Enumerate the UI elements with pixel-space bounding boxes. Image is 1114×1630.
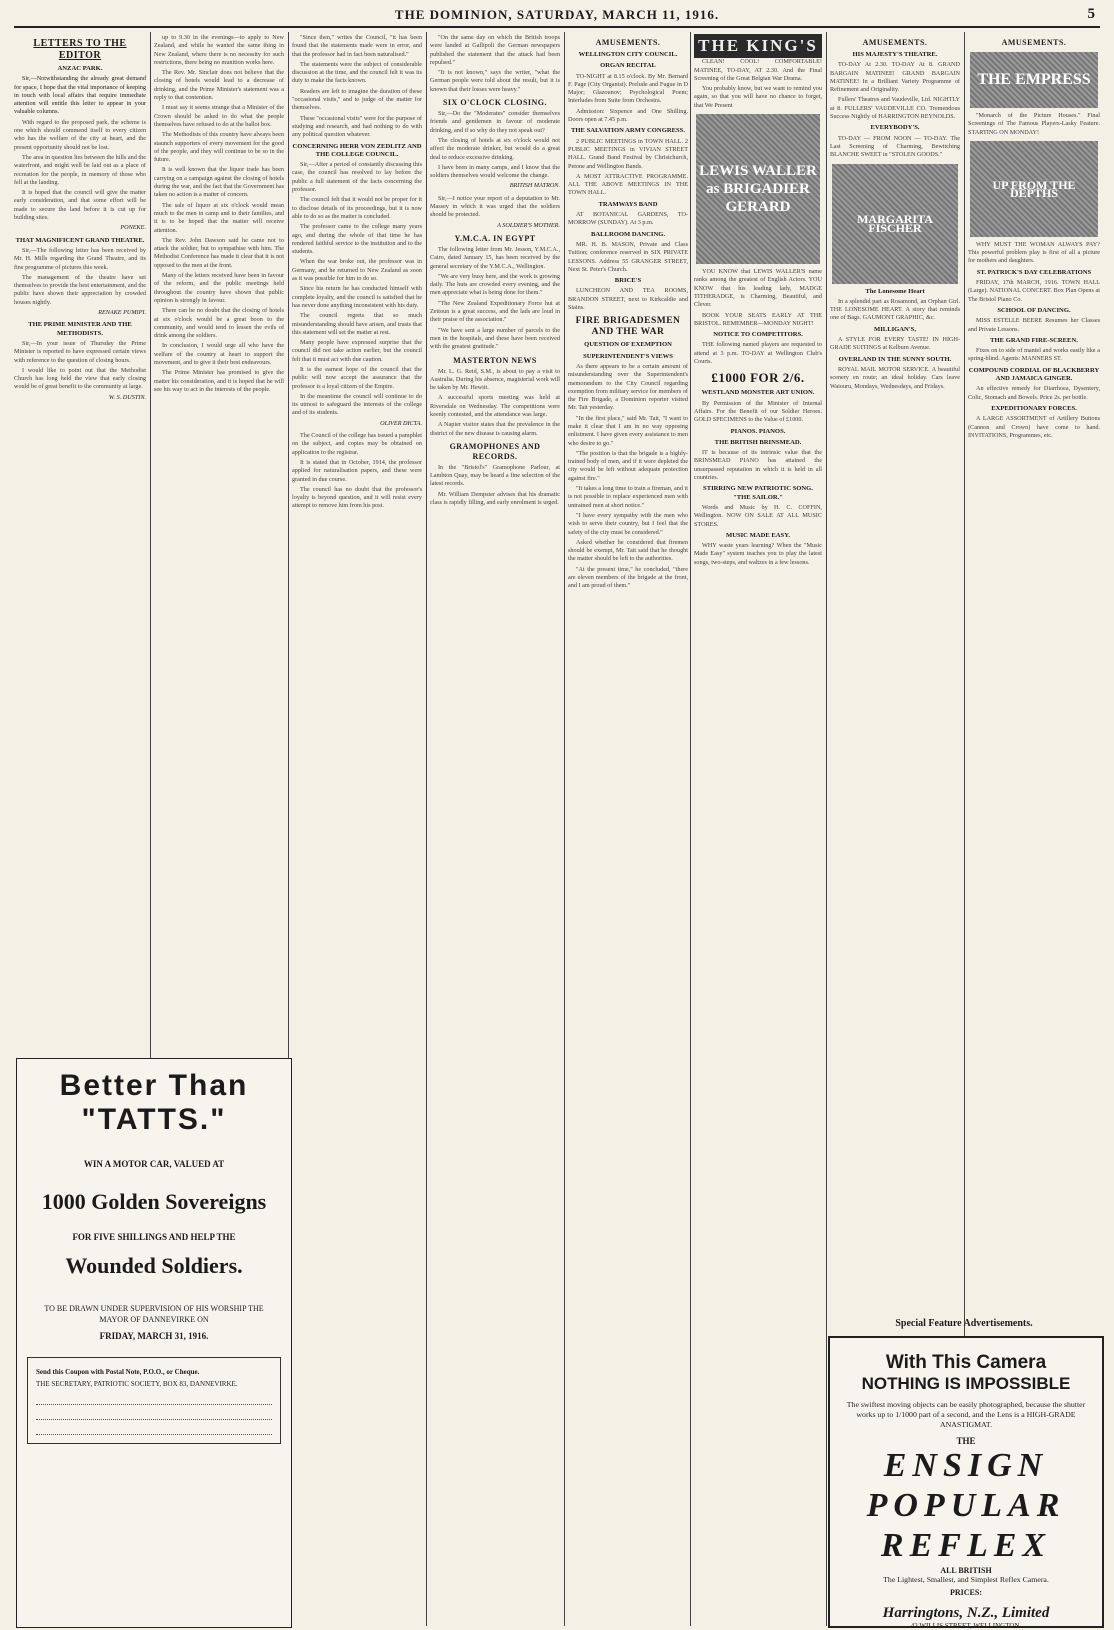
tatts-win: WIN A MOTOR CAR, VALUED AT bbox=[83, 1159, 225, 1169]
ymca-heading: Y.M.C.A. IN EGYPT bbox=[454, 233, 536, 243]
tatts-advertisement bbox=[16, 1058, 292, 1628]
ensign-brand-1: ENSIGN bbox=[883, 1447, 1049, 1484]
tatts-prize: 1000 Golden Sovereigns bbox=[41, 1189, 267, 1214]
tatts-date: FRIDAY, MARCH 31, 1916. bbox=[99, 1331, 209, 1341]
exemption-heading: QUESTION OF EXEMPTION bbox=[584, 341, 672, 349]
music-easy-heading: MUSIC MADE EASY. bbox=[725, 531, 791, 539]
st-patricks-heading: ST. PATRICK'S DAY CELEBRATIONS bbox=[976, 268, 1092, 276]
milligans-heading: MILLIGAN'S, bbox=[874, 325, 916, 333]
column-7: AMUSEMENTS. HIS MAJESTY'S THEATRE. TO-DAY At 2.30. TO-DAY At 8. GRAND BARGAIN MATINEE! GRAND BARGAIN MATINEE! In a Brilliant Variety Programme of Refinement and Originality. Fullers' Theatres and Vaudeville, Ltd. NIGHTLY at 8. FULLERS' VAUDEVILLE CO. Tremendous Success Nightly of HARRINGTON REYNOLDS. EVERYBODY'S. TO-DAY — FROM NOON — TO-DAY. The Last Screening of Charming, Bewitching BLANCHE SWEET in "STOLEN GOODS." MARGARITA FISCHER The Lonesome Heart In a splendid part as Rosamond, an Orphan Girl. THE LONESOME HEART. A story that reminds one of Bags. GAUMONT GRAPHIC, &c. MILLIGAN'S, A STYLE FOR EVERY TASTE! IN HIGH-GRADE SUITINGS at Kelburn Avenue. OVERLAND IN THE SUNNY SOUTH. ROYAL MAIL MOTOR SERVICE. A beautiful scenery en route; an ideal holiday. Cars leave Waiouru, Mondays, Wednesdays, and Fridays. bbox=[830, 38, 960, 390]
ensign-body: The swiftest moving objects can be easily photographed, because the shutter works up to 1/1000 part of a second, and the Lens is a HIGH-GRADE ANASTIGMAT. bbox=[846, 1400, 1086, 1429]
fire-screen-heading: THE GRAND FIRE-SCREEN. bbox=[990, 336, 1078, 344]
letters-heading: LETTERS TO THE EDITOR bbox=[33, 38, 127, 61]
overland-heading: OVERLAND IN THE SUNNY SOUTH. bbox=[838, 355, 952, 363]
zedlitz-signature: OLIVER DICTA. bbox=[380, 419, 422, 427]
ensign-subheadline: NOTHING IS IMPOSSIBLE bbox=[861, 1374, 1071, 1393]
anzac-text: With regard to the proposed park, the scheme is one which should commend itself to every citizen who has the welfare of the city at heart, and the present opportunity should not be lost. The area in question lies between the hills and the waterfront, and might well be laid out as a place of recreation for the people, in memory of those who fell at the landing. It is hoped that the council will give the matter early consideration, and that some effort will be made to secure the land before it is cut up for building sites. bbox=[14, 118, 146, 222]
anzac-heading: ANZAC PARK. bbox=[57, 65, 103, 72]
salvation-army-heading: THE SALVATION ARMY CONGRESS. bbox=[571, 127, 685, 135]
lonesome-heart-title: The Lonesome Heart bbox=[865, 287, 925, 295]
column-6: THE KING'S CLEAN! COOL! COMFORTABLE! MATINEE, TO-DAY, AT 2.30. And the Final Screening of the Great Belgian War Drama. You probably know, but we want to remind you again, so that you will have no chance to forget, that We Present LEWIS WALLER as BRIGADIER GERARD YOU KNOW that LEWIS WALLER'S name ranks among the greatest of English Actors. YOU KNOW that his leading lady, MADGE TITHERADGE, is Charming, Beautiful, and Clever. BOOK YOUR SEATS EARLY AT THE BRISTOL. REMEMBER—MONDAY NIGHT! NOTICE TO COMPETITORS. THE following named players are requested to attend at 3 p.m. TO-DAY at Wellington Club's Courts. £1000 FOR 2/6. WESTLAND MONSTER ART UNION. By Permission of the Minister of Internal Affairs. For the Benefit of our Soldier Heroes. GOLD SPECIMENS to the Value of £1000. PIANOS. PIANOS. THE BRITISH BRINSMEAD. IT is because of its intrinsic value that the BRINSMEAD PIANO has attained the unsurpassed reputation in which it is held in all countries. STIRRING NEW PATRIOTIC SONG. "THE SAILOR." Words and Music by H. C. COFFIN, Wellington. NOW ON SALE AT ALL MUSIC STORES. MUSIC MADE EASY. WHY waste years learning? When the "Music Made Easy" system teaches you to play the latest songs, two-steps, and waltzes in a few lessons. bbox=[694, 36, 822, 566]
pianos-heading: PIANOS. PIANOS. bbox=[730, 427, 786, 435]
tramways-band-heading: TRAMWAYS BAND bbox=[598, 200, 658, 208]
empress-banner: THE EMPRESS bbox=[970, 52, 1098, 108]
gramophones-heading: GRAMOPHONES AND RECORDS. bbox=[449, 441, 541, 461]
competitors-notice-heading: NOTICE TO COMPETITORS. bbox=[713, 331, 803, 339]
masthead bbox=[14, 6, 1100, 28]
column-rule bbox=[426, 32, 427, 1626]
ensign-brand-3: REFLEX bbox=[880, 1527, 1052, 1564]
brices-heading: BRICE'S bbox=[614, 277, 642, 285]
ballroom-dancing-heading: BALLROOM DANCING. bbox=[591, 230, 665, 238]
ensign-headline: With This Camera bbox=[885, 1352, 1047, 1373]
ensign-the: THE bbox=[956, 1436, 976, 1446]
fire-brigade-heading: FIRE BRIGADESMEN AND THE WAR bbox=[575, 316, 681, 338]
amusements-heading-8: AMUSEMENTS. bbox=[1001, 38, 1067, 47]
coupon-line bbox=[36, 1390, 272, 1405]
coupon-society: THE SECRETARY, PATRIOTIC SOCIETY, BOX 83, DANNEVIRKE. bbox=[36, 1380, 238, 1388]
brinsmead-heading: THE BRITISH BRINSMEAD. bbox=[714, 438, 802, 446]
westland-heading: WESTLAND MONSTER ART UNION. bbox=[701, 389, 815, 397]
organ-recital-heading: ORGAN RECITAL bbox=[600, 62, 656, 70]
school-of-dancing-heading: SCHOOL OF DANCING. bbox=[997, 306, 1071, 314]
prime-text: Sir,—In your issue of Thursday the Prime Minister is reported to have expressed certain views with reference to the question of closing hours. I would like to point out that the Methodist Church has long held the view that early closing would be of great benefit to the community at large. bbox=[14, 339, 146, 391]
six-oclock-heading: SIX O'CLOCK CLOSING. bbox=[442, 98, 548, 108]
tatts-for: FOR FIVE SHILLINGS AND HELP THE bbox=[72, 1232, 236, 1242]
column-4: "On the same day on which the British troops were landed at Gallipoli the German newspapers published the statement that the attack had been repulsed." "It is not known," says the writer, "what the German people were told about the result, but it is known that their losses were heavy." SIX O'CLOCK CLOSING. Sir,—Do the "Moderates" consider themselves friends and gentlemen in favour of moderate drinking, and if so why do they not speak out? The closing of hotels at six o'clock would not affect the moderate drinker, but would do a great deal to reduce excessive drinking. I have been in many camps, and I know that the soldiers themselves would welcome the change. BRITISH MATRON. Sir,—I notice your report of a deputation to Mr. Massey in which it was urged that the soldiers should be protected. A SOLDIER'S MOTHER. Y.M.C.A. IN EGYPT The following letter from Mr. Jesson, Y.M.C.A., Cairo, dated January 15, has been received by the general secretary of the Y.M.C.A., Wellington. "We are very busy here, and the work is growing daily. The huts are crowded every evening, and the men appreciate what is being done for them." "The New Zealand Expeditionary Force hut at Zeitoun is a great success, and the lads are loud in their praise of the association." "We have sent a large number of parcels to the men in the hospitals, and these have been received with the greatest gratitude." MASTERTON NEWS Mr. L. G. Reid, S.M., is about to pay a visit to Australia. During his absence, magisterial work will be taken by Mr. Hewitt. A successful sports meeting was held at Riversdale on Wednesday. The competitions were keenly contested, and the attendance was large. A Napier visitor states that the prevalence in the district of the new disease is causing alarm. GRAMOPHONES AND RECORDS. In the "Bristol's" Gramophone Parlour, at Lambton Quay, may be heard a fine selection of the latest records. Mr. William Dempster advises that his dramatic class is rapidly filling, and early enrolment is urged. bbox=[430, 34, 560, 507]
british-matron-signature: BRITISH MATRON. bbox=[509, 182, 560, 190]
superintendent-heading: SUPERINTENDENT'S VIEWS bbox=[583, 352, 673, 360]
tatts-coupon bbox=[27, 1357, 281, 1444]
tatts-drawn: TO BE DRAWN UNDER SUPERVISION OF HIS WORSHIP THE MAYOR OF DANNEVIRKE ON bbox=[44, 1304, 264, 1324]
ensign-all-british: ALL BRITISH bbox=[940, 1566, 992, 1575]
column-8: AMUSEMENTS. THE EMPRESS "Monarch of the Picture Houses." Final Screenings of The Famous Players-Lasky Feature. STARTING ON MONDAY! UP FROM THE DEPTHS WHY MUST THE WOMAN ALWAYS PAY? This powerful problem play is first of all a picture for mothers and daughters. ST. PATRICK'S DAY CELEBRATIONS FRIDAY, 17th MARCH, 1916. TOWN HALL (Large). NATIONAL CONCERT. Box Plan Opens at The Bristol Piano Co. SCHOOL OF DANCING. MISS ESTELLE BEERE Resumes her Classes and Private Lessons. THE GRAND FIRE-SCREEN. Fixes on to side of mantel and works easily like a spring-blind. Agents: MANNERS ST. COMPOUND CORDIAL OF BLACKBERRY AND JAMAICA GINGER. An effective remedy for Diarrhoea, Dysentery, Colic, Stomach and Bowels. Price 2s. per bottle. EXPEDITIONARY FORCES. A LARGE ASSORTMENT of Artillery Buttons (Cannon and Crown) have come to hand. INVITATIONS, Programmes, etc. bbox=[968, 38, 1100, 439]
newspaper-title: THE DOMINION, SATURDAY, MARCH 11, 1916. bbox=[394, 7, 720, 22]
tatts-title: Better Than "TATTS." bbox=[59, 1069, 249, 1136]
column-rule bbox=[826, 32, 827, 1626]
amusements-heading-7: AMUSEMENTS. bbox=[862, 38, 928, 47]
prime-heading: THE PRIME MINISTER AND THE METHODISTS. bbox=[28, 321, 132, 337]
anzac-signature: PONEKE. bbox=[120, 224, 146, 232]
his-majestys-heading: HIS MAJESTY'S THEATRE. bbox=[852, 51, 938, 58]
ensign-lightest: The Lightest, Smallest, and Simplest Reflex Camera. bbox=[883, 1575, 1049, 1584]
prime-signature: W. S. DUSTIN. bbox=[108, 393, 146, 401]
everybodys-heading: EVERYBODY'S. bbox=[870, 124, 920, 132]
soldiers-mother-signature: A SOLDIER'S MOTHER. bbox=[497, 221, 560, 229]
ensign-address: 42 WILLIS STREET, WELLINGTON. bbox=[910, 1622, 1022, 1630]
lewis-waller-poster: LEWIS WALLER as BRIGADIER GERARD bbox=[696, 114, 820, 264]
page-number: 5 bbox=[1087, 6, 1096, 22]
special-feature-heading: Special Feature Advertisements. bbox=[895, 1318, 1033, 1329]
up-from-the-depths-poster: UP FROM THE DEPTHS bbox=[970, 141, 1098, 237]
city-council-heading: WELLINGTON CITY COUNCIL. bbox=[578, 51, 678, 58]
kings-banner: THE KING'S bbox=[694, 34, 822, 58]
expeditionary-heading: EXPEDITIONARY FORCES. bbox=[991, 404, 1077, 412]
tatts-cause: Wounded Soldiers. bbox=[65, 1253, 243, 1278]
amusements-heading-5: AMUSEMENTS. bbox=[595, 38, 661, 47]
column-rule bbox=[690, 32, 691, 1626]
ensign-prices: PRICES: bbox=[949, 1588, 982, 1597]
coupon-line bbox=[36, 1420, 272, 1435]
ensign-camera-advertisement bbox=[828, 1336, 1104, 1628]
grand-heading: THAT MAGNIFICENT GRAND THEATRE. bbox=[15, 236, 145, 244]
column-3: "Since then," writes the Council, "it has been found that the statements made were in error, and that the professor had in fact been naturalised." The statements were the subject of considerable discussion at the time, and the council felt it was its duty to make the facts known. Readers are left to imagine the duration of these "occasional visits," and to judge of the matter for themselves. These "occasional visits" were for the purpose of studying and research, and had nothing to do with any political question whatever. CONCERNING HERR VON ZEDLITZ AND THE COLLEGE COUNCIL. Sir,—After a period of constantly discussing this case, the council has resolved to lay before the public a full statement of the facts concerning the professor. The council felt that it would not be proper for it to disclose details of its proceedings, but it is now able to do so as the matter is concluded. The professor came to the college many years ago, and during the whole of that time he has rendered faithful service to the institution and to the students. When the war broke out, the professor was in Germany, and he returned to New Zealand as soon as it was possible for him to do so. Since his return he has conducted himself with complete loyalty, and the council is satisfied that he has never done anything inconsistent with his duty. The council regrets that so much misunderstanding should have arisen, and trusts that this statement will set the matter at rest. Many people have expressed surprise that the council did not take action earlier, but the council felt that it must act with due caution. It is the earnest hope of the council that the public will now accept the assurance that the professor is a loyal citizen of the Empire. In the meantime the council will continue to do its utmost to safeguard the interests of the college and of its students. OLIVER DICTA. The Council of the college has issued a pamphlet on the subject, and copies may be obtained on application to the registrar. It is stated that in October, 1914, the professor applied for naturalisation papers, and these were granted in due course. The council has no doubt that the professor's loyalty is beyond question, and it will resist every attempt to remove him from his post. bbox=[292, 34, 422, 510]
zedlitz-heading: CONCERNING HERR VON ZEDLITZ AND THE COLLEGE COUNCIL. bbox=[292, 142, 422, 158]
patriotic-song-heading: STIRRING NEW PATRIOTIC SONG. "THE SAILOR." bbox=[703, 485, 813, 501]
margarita-fischer-poster: MARGARITA FISCHER bbox=[832, 164, 958, 284]
anzac-body: Sir,—Notwithstanding the already great demand for space, I hope that the vital importance of keeping in touch with local affairs that require immediate attention will entitle this letter to appear in your valuable columns. bbox=[14, 75, 146, 116]
sovereigns-offer: £1000 FOR 2/6. bbox=[711, 370, 805, 386]
masterton-heading: MASTERTON NEWS bbox=[453, 355, 537, 365]
coupon-instruction: Send this Coupon with Postal Note, P.O.O., or Cheque. bbox=[36, 1368, 200, 1376]
ensign-brand-2: POPULAR bbox=[866, 1487, 1066, 1524]
grand-text: Sir,—The following letter has been received by Mr. H. Mills regarding the Grand Theatre, and its fine programme of pictures this week. The management of the theatre have set themselves to provide the best entertainment, and the public have shown their appreciation by crowded houses nightly. bbox=[14, 246, 146, 306]
grand-signature: RENAKE PUMIPI. bbox=[98, 309, 146, 317]
column-rule bbox=[564, 32, 565, 1626]
column-5: AMUSEMENTS. WELLINGTON CITY COUNCIL. ORGAN RECITAL TO-NIGHT at 8.15 o'clock. By Mr. Bernard F. Page (City Organist). Prelude and Fugue in D Major; Glazounov; Psychological Poem; Interludes from Suite from Orchestra. Admission: Sixpence and One Shilling. Doors open at 7.45 p.m. THE SALVATION ARMY CONGRESS. 2 PUBLIC MEETINGS in TOWN HALL. 2 PUBLIC MEETINGS in VIVIAN STREET HALL. Grand Band Festival by Christchurch, Petone and Wellington Bands. A MOST ATTRACTIVE PROGRAMME. ALL THE ABOVE MEETINGS IN THE TOWN HALL. TRAMWAYS BAND AT BOTANICAL GARDENS, TO-MORROW (SUNDAY). At 3 p.m. BALLROOM DANCING. MR. H. B. MASON, Private and Class Tuition; conference reserved in SIX PRIVATE LESSONS. Address 55 GRANGER STREET, Next St. Peter's Church. BRICE'S LUNCHEON AND TEA ROOMS, BRANDON STREET, next to Kirkcaldie and Stains. FIRE BRIGADESMEN AND THE WAR QUESTION OF EXEMPTION SUPERINTENDENT'S VIEWS As there appears to be a certain amount of misunderstanding over the Superintendent's memorandum to the City Council regarding exemption from military service for members of the Fire Brigade, a Dominion reporter visited Mr. Tait yesterday. "In the first place," said Mr. Tait, "I want to make it clear that I am in no way opposing enlistment. I have given every assistance to men who desire to go." "The position is that the brigade is a highly-trained body of men, and if it were depleted the city would be left without adequate protection against fire." "It takes a long time to train a fireman, and it is not possible to replace experienced men with untrained men at short notice." "I have every sympathy with the men who wish to serve their country, but I feel that the safety of the city must be considered." Asked whether he considered that firemen should be exempt, Mr. Tait said that he thought the matter should be left to the authorities. "At the present time," he concluded, "there are eleven members of the brigade at the front, and I am proud of them." bbox=[568, 38, 688, 590]
ensign-firm: Harringtons, N.Z., Limited bbox=[882, 1605, 1050, 1621]
column-2: up to 9.30 in the evenings—to apply to New Zealand, and while he wanted the same thing in New Zealand, where there is no necessity for such restrictions, there being no munition works here. The Rev. Mr. Sinclair does not believe that the closing of hotels would lead to a decrease of drinking, and the Prime Minister's statement was a reply to that contention. I must say it seems strange that a Minister of the Crown should be asked to do what the people themselves have refused to do at the ballot box. The Methodists of this country have always been staunch supporters of every movement for the good of the people, and they will continue to be so in the future. It is well known that the liquor trade has been carrying on a campaign against the closing of hotels during the war, and the fact that the Government has taken no action is a matter of concern. The sale of liquor at six o'clock would mean much to the men in camp and to their families, and it is to be hoped that the matter will receive attention. The Rev. John Dawson said he came not to attack the soldier, but to sympathise with him. The Methodist Conference has made it clear that it is not opposed to the men at the front. Many of the letters received have been in favour of the reform, and the public meetings held throughout the country have shown that public opinion is strongly in favour. There can be no doubt that the closing of hotels at six o'clock would be a great boon to the community, and would tend to lessen the evils of drink among the soldiers. In conclusion, I would urge all who have the welfare of the country at heart to support the movement, and to give it their best endeavours. The Prime Minister has promised to give the matter his consideration, and it is hoped that he will see his way to act in the interests of the people. bbox=[154, 34, 284, 393]
coupon-line bbox=[36, 1405, 272, 1420]
compound-cordial-heading: COMPOUND CORDIAL OF BLACKBERRY AND JAMAICA GINGER. bbox=[968, 366, 1100, 383]
